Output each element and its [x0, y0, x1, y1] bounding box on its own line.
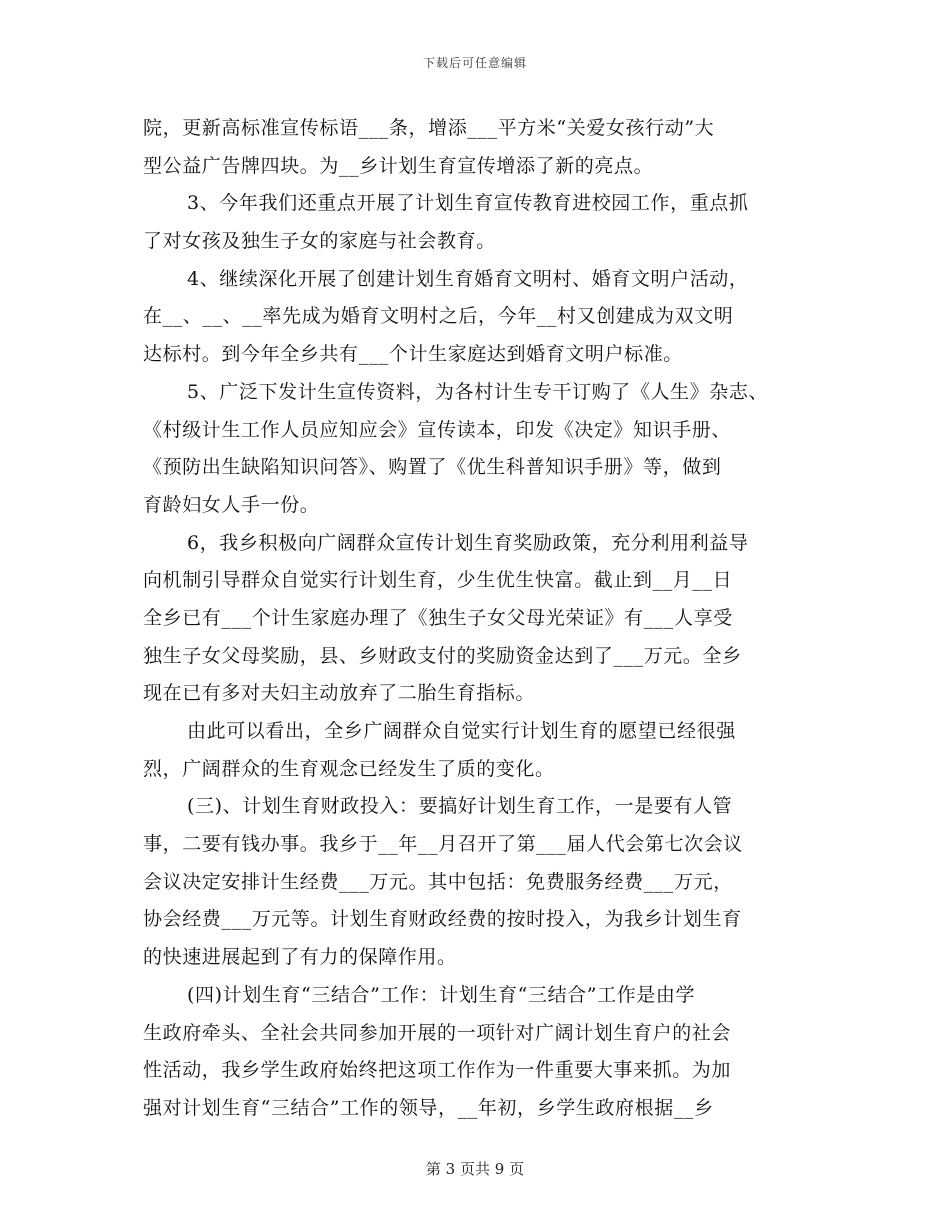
text-line: 育龄妇女人手一份。	[143, 493, 320, 516]
text-line: 性活动，我乡学生政府始终把这项工作作为一件重要大事来抓。为加	[143, 1059, 732, 1082]
text-line: 全乡已有___个计生家庭办理了《独生子女父母光荣证》有___人享受	[143, 606, 733, 629]
text-line: 4、继续深化开展了创建计划生育婚育文明村、婚育文明户活动，	[187, 267, 749, 290]
text-line: 会议决定安排计生经费___万元。其中包括：免费服务经费___万元，	[143, 870, 733, 893]
text-line: 独生子女父母奖励，县、乡财政支付的奖励资金达到了___万元。全乡	[143, 644, 742, 667]
text-line: 事，二要有钱办事。我乡于__年__月召开了第___届人代会第七次会议	[143, 833, 743, 856]
text-line: 烈，广阔群众的生育观念已经发生了质的变化。	[143, 757, 555, 780]
document-body	[143, 110, 823, 1128]
text-line: 强对计划生育“三结合”工作的领导，__年初，乡学生政府根据__乡	[143, 1096, 714, 1119]
text-line: 《村级计生工作人员应知应会》宣传读本，印发《决定》知识手册、	[143, 418, 732, 441]
text-line: 协会经费___万元等。计划生育财政经费的按时投入，为我乡计划生育	[143, 908, 742, 931]
text-line: 向机制引导群众自觉实行计划生育，少生优生快富。截止到__月__日	[143, 569, 733, 592]
page-footer: 第 3 页共 9 页	[425, 1160, 525, 1178]
text-line: 型公益广告牌四块。为__乡计划生育宣传增添了新的亮点。	[143, 154, 654, 177]
text-line: 3、今年我们还重点开展了计划生育宣传教育进校园工作，重点抓	[187, 192, 749, 215]
text-line: 生政府牵头、全社会共同参加开展的一项针对广阔计划生育户的社会	[143, 1021, 732, 1044]
page-header: 下载后可任意编辑	[422, 56, 527, 70]
text-line: 了对女孩及独生子女的家庭与社会教育。	[143, 230, 496, 253]
text-line: 由此可以看出，全乡广阔群众自觉实行计划生育的愿望已经很强	[187, 720, 736, 742]
text-line: 现在已有多对夫妇主动放弃了二胎生育指标。	[143, 682, 536, 705]
text-line: 达标村。到今年全乡共有___个计生家庭达到婚育文明户标准。	[143, 343, 683, 366]
text-line: 5、广泛下发计生宣传资料，为各村计生专干订购了《人生》杂志、	[187, 380, 769, 403]
text-line: 《预防出生缺陷知识问答》、购置了《优生科普知识手册》等，做到	[143, 456, 722, 479]
text-line: 院，更新高标准宣传标语___条，增添___平方米“关爱女孩行动”大	[143, 117, 715, 139]
text-line: (三)、计划生育财政投入：要搞好计划生育工作，一是要有人管	[187, 795, 733, 818]
text-line: (四)计划生育“三结合”工作：计划生育“三结合”工作是由学	[187, 983, 696, 1006]
text-line: 的快速进展起到了有力的保障作用。	[143, 946, 457, 969]
text-line: 6，我乡积极向广阔群众宣传计划生育奖励政策，充分利用利益导	[187, 531, 749, 554]
text-line: 在__、__、__率先成为婚育文明村之后，今年__村又创建成为双文明	[143, 305, 734, 328]
